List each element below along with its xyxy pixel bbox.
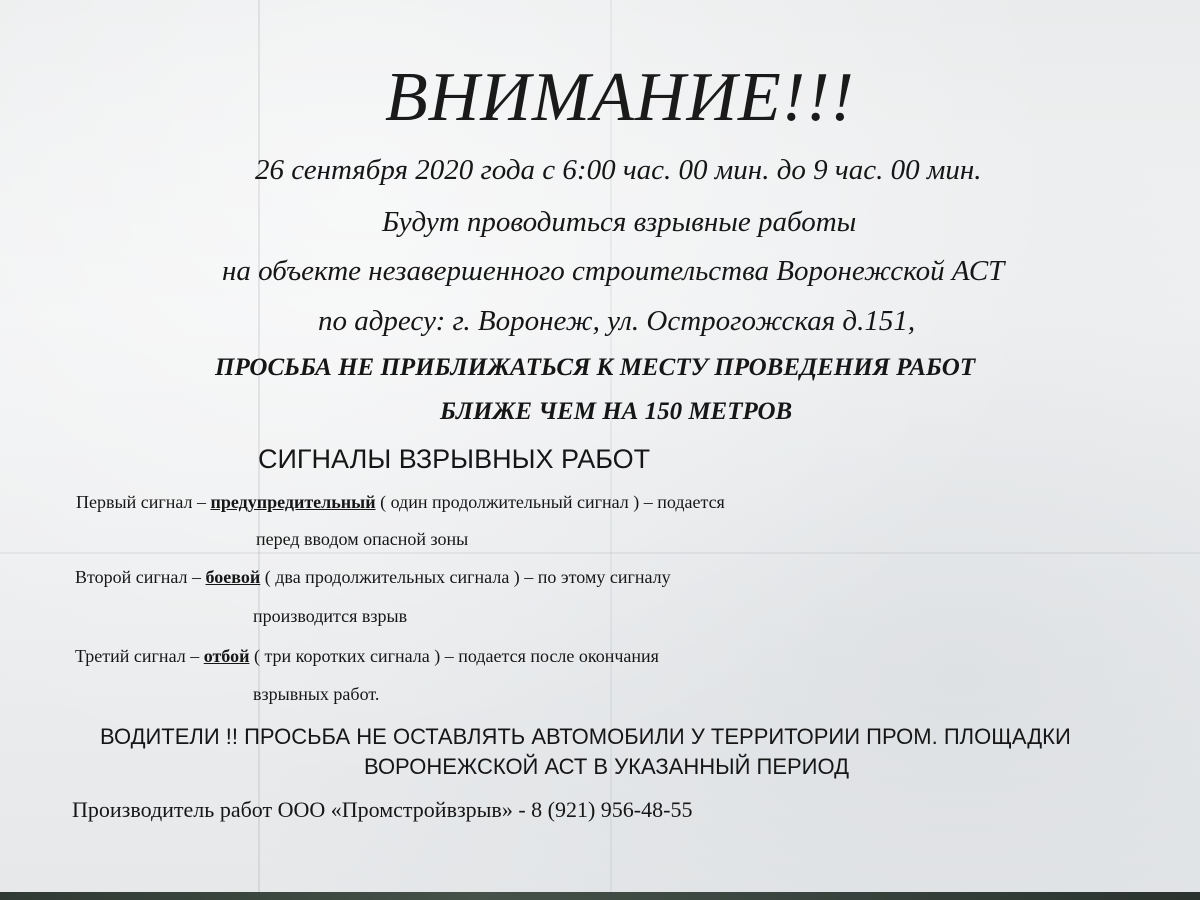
signal-3-prefix: Третий сигнал – bbox=[75, 646, 204, 666]
signal-1-continuation: перед вводом опасной зоны bbox=[256, 529, 469, 549]
date-line: 26 сентября 2020 года с 6:00 час. 00 мин. до 9 час. 00 мин. bbox=[255, 154, 982, 186]
request-line-2: БЛИЖЕ ЧЕМ НА 150 МЕТРОВ bbox=[440, 398, 793, 425]
signal-1-name: предупредительный bbox=[210, 492, 376, 512]
signal-2-line bbox=[75, 567, 671, 588]
signal-2-prefix: Второй сигнал – bbox=[75, 567, 206, 587]
signal-1-prefix: Первый сигнал – bbox=[76, 492, 211, 512]
signal-2-continuation: производится взрыв bbox=[253, 606, 408, 626]
drivers-line-2: ВОРОНЕЖСКОЙ АСТ В УКАЗАННЫЙ ПЕРИОД bbox=[364, 754, 850, 779]
signal-3-suffix: ( три коротких сигнала ) – подается после окончания bbox=[249, 646, 659, 666]
signal-2-suffix: ( два продолжительных сигнала ) – по этому сигналу bbox=[260, 567, 671, 587]
signal-2-name: боевой bbox=[205, 567, 261, 587]
signal-3-continuation: взрывных работ. bbox=[253, 684, 380, 704]
signal-1-line bbox=[76, 492, 725, 513]
drivers-line-1: ВОДИТЕЛИ !! ПРОСЬБА НЕ ОСТАВЛЯТЬ АВТОМОБИЛИ У ТЕРРИТОРИИ ПРОМ. ПЛОЩАДКИ bbox=[100, 724, 1071, 749]
address-line: по адресу: г. Воронеж, ул. Острогожская д.151, bbox=[318, 305, 916, 337]
notice-title: ВНИМАНИЕ!!! bbox=[385, 59, 855, 136]
paper-crease bbox=[0, 552, 1200, 554]
signal-3-line bbox=[75, 646, 659, 667]
signal-1-suffix: ( один продолжительный сигнал ) – подается bbox=[375, 492, 725, 512]
producer-line: Производитель работ ООО «Промстройвзрыв» - 8 (921) 956-48-55 bbox=[72, 797, 693, 822]
signal-3-name: отбой bbox=[203, 646, 250, 666]
works-line: Будут проводиться взрывные работы bbox=[382, 206, 857, 238]
object-line: на объекте незавершенного строительства Воронежской АСТ bbox=[222, 255, 1005, 287]
request-line-1: ПРОСЬБА НЕ ПРИБЛИЖАТЬСЯ К МЕСТУ ПРОВЕДЕНИЯ РАБОТ bbox=[215, 354, 976, 381]
signals-heading: СИГНАЛЫ ВЗРЫВНЫХ РАБОТ bbox=[258, 444, 651, 474]
background-strip bbox=[0, 892, 1200, 900]
